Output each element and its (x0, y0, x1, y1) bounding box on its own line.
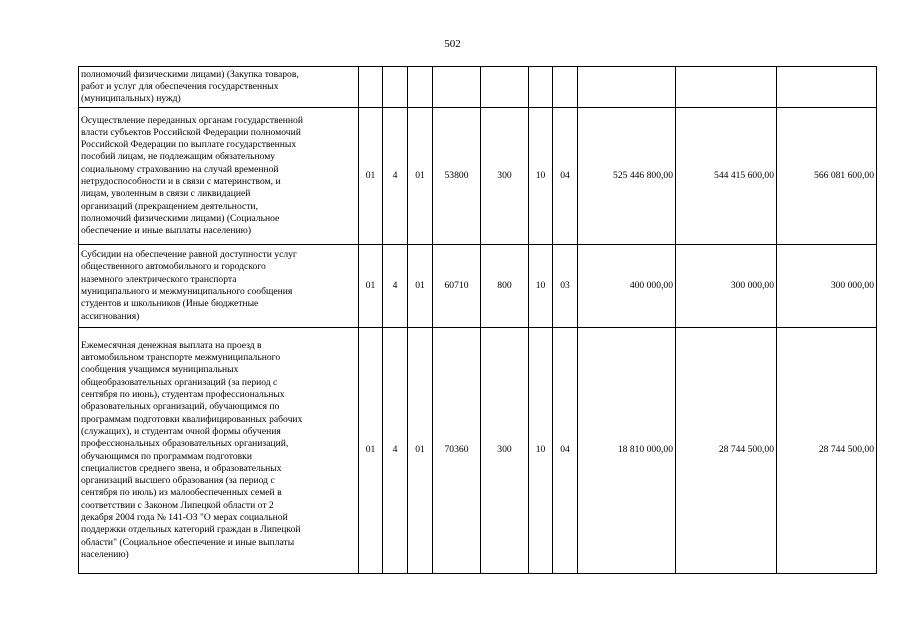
amount-cell: 400 000,00 (578, 245, 676, 328)
code-cell (408, 67, 433, 108)
code-cell: 300 (481, 328, 529, 574)
code-cell: 10 (529, 328, 553, 574)
amount-cell: 544 415 600,00 (676, 108, 777, 245)
table-row (79, 245, 877, 328)
code-cell (359, 67, 383, 108)
code-cell: 70360 (433, 328, 481, 574)
code-cell: 01 (359, 328, 383, 574)
table-body (79, 67, 877, 574)
row-description: Осуществление переданных органам государственной власти субъектов Российской Федерации полномочий Российской Федерации по выплате государственных пособий лицам, не подлежащим обязательному социальному страхованию на случай временной нетрудоспособности и в связи с материнством, и лицам, уволенным в связи с ликвидацией организаций (прекращением деятельности, полномочий физическими лицами) (Социальное обеспечение и иные выплаты населению) (79, 108, 359, 245)
table-row (79, 67, 877, 108)
code-cell: 04 (553, 108, 578, 245)
row-description: Субсидии на обеспечение равной доступности услуг общественного автомобильного и городского наземного электрического транспорта муниципального и межмуниципального сообщения студентов и школьников (Иные бюджетные ассигнования) (79, 245, 359, 328)
code-cell (481, 67, 529, 108)
amount-cell (676, 67, 777, 108)
code-cell: 10 (529, 245, 553, 328)
budget-table (78, 66, 877, 574)
code-cell: 4 (383, 108, 408, 245)
amount-cell: 566 081 600,00 (777, 108, 877, 245)
amount-cell: 28 744 500,00 (676, 328, 777, 574)
amount-cell: 300 000,00 (676, 245, 777, 328)
amount-cell (777, 67, 877, 108)
code-cell: 4 (383, 328, 408, 574)
code-cell: 53800 (433, 108, 481, 245)
table-row (79, 328, 877, 574)
amount-cell: 18 810 000,00 (578, 328, 676, 574)
code-cell (553, 67, 578, 108)
amount-cell (578, 67, 676, 108)
amount-cell: 300 000,00 (777, 245, 877, 328)
code-cell (529, 67, 553, 108)
code-cell: 01 (408, 328, 433, 574)
code-cell: 10 (529, 108, 553, 245)
code-cell (383, 67, 408, 108)
code-cell: 01 (359, 245, 383, 328)
page-number: 502 (444, 38, 461, 50)
amount-cell: 525 446 800,00 (578, 108, 676, 245)
code-cell: 01 (408, 245, 433, 328)
row-description: полномочий физическими лицами) (Закупка товаров, работ и услуг для обеспечения государственных (муниципальных) нужд) (79, 67, 359, 108)
code-cell: 03 (553, 245, 578, 328)
code-cell: 01 (359, 108, 383, 245)
code-cell: 04 (553, 328, 578, 574)
table-row (79, 108, 877, 245)
code-cell: 300 (481, 108, 529, 245)
code-cell: 4 (383, 245, 408, 328)
code-cell (433, 67, 481, 108)
code-cell: 800 (481, 245, 529, 328)
amount-cell: 28 744 500,00 (777, 328, 877, 574)
row-description: Ежемесячная денежная выплата на проезд в автомобильном транспорте межмуниципального сообщения учащимся муниципальных общеобразовательных организаций (за период с сентября по июнь), студентам профессиональных образовательных организаций, обучающимся по программам подготовки квалифицированных рабочих (служащих), и студентам очной формы обучения профессиональных образовательных организаций, обучающимся по программам подготовки специалистов среднего звена, и образовательных организаций высшего образования (за период с сентября по июль) из малообеспеченных семей в соответствии с Законом Липецкой области от 2 декабря 2004 года № 141-ОЗ "О мерах социальной поддержки отдельных категорий граждан в Липецкой области" (Социальное обеспечение и иные выплаты населению) (79, 328, 359, 574)
code-cell: 01 (408, 108, 433, 245)
code-cell: 60710 (433, 245, 481, 328)
